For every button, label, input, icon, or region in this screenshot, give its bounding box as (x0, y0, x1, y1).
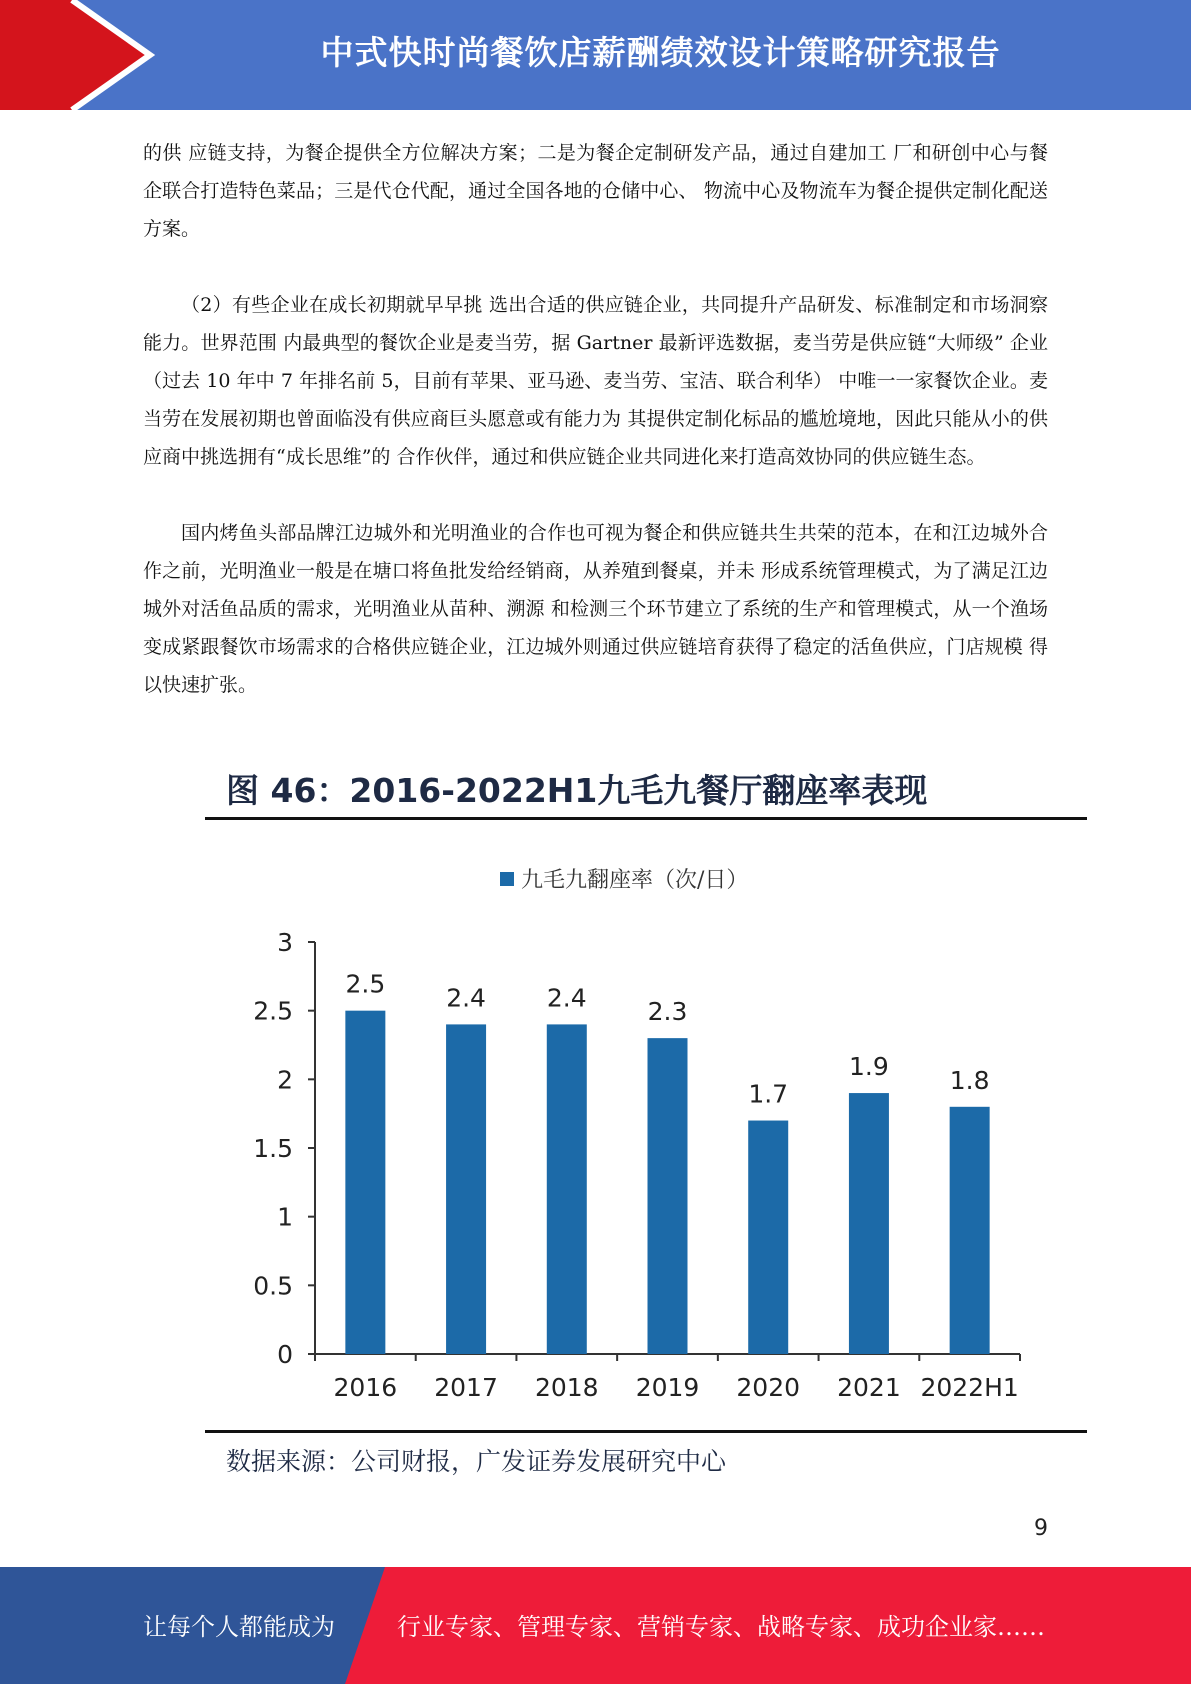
page-footer (0, 1567, 1191, 1684)
paragraph-1: 的供 应链支持，为餐企提供全方位解决方案；二是为餐企定制研发产品，通过自建加工 厂和研创中心与餐企联合打造特色菜品；三是代仓代配，通过全国各地的仓储中心、 物流中心及物流车为餐企提供定制化配送方案。 (143, 142, 1048, 240)
y-tick-label: 0.5 (253, 1271, 293, 1301)
x-tick-label-2020: 2020 (736, 1373, 801, 1402)
x-tick-label-2016: 2016 (333, 1373, 398, 1402)
y-tick-label: 2 (277, 1065, 293, 1095)
bar-2021 (849, 1093, 889, 1354)
y-tick-label: 2.5 (253, 996, 293, 1026)
footer-slogan-right: 行业专家、管理专家、营销专家、战略专家、成功企业家…… (397, 1613, 1045, 1641)
figure-title: 图 46：2016-2022H1九毛九餐厅翻座率表现 (226, 771, 928, 810)
x-tick-label-2022H1: 2022H1 (920, 1373, 1019, 1402)
figure-bottom-rule (205, 1430, 1087, 1433)
x-tick-label-2017: 2017 (434, 1373, 498, 1402)
footer-slogan-left: 让每个人都能成为 (143, 1613, 335, 1641)
bar-2017 (446, 1024, 486, 1354)
bar-2018 (547, 1024, 587, 1354)
data-label-2018: 2.4 (546, 983, 587, 1013)
legend-swatch (500, 872, 514, 886)
figure-source: 数据来源：公司财报，广发证券发展研究中心 (226, 1447, 727, 1476)
y-tick-label: 3 (277, 928, 293, 957)
page-number: 9 (1034, 1516, 1048, 1541)
data-label-2017: 2.4 (446, 983, 486, 1013)
bar-2019 (648, 1038, 688, 1354)
data-label-2020: 1.7 (748, 1079, 789, 1109)
data-label-2019: 2.3 (647, 997, 688, 1027)
x-tick-label-2019: 2019 (635, 1373, 700, 1402)
data-label-2021: 1.9 (849, 1052, 889, 1082)
report-title: 中式快时尚餐饮店薪酬绩效设计策略研究报告 (320, 33, 1001, 72)
paragraph-3: 国内烤鱼头部品牌江边城外和光明渔业的合作也可视为餐企和供应链共生共荣的范本，在和江边城外合作之前，光明渔业一般是在塘口将鱼批发给经销商，从养殖到餐桌，并未 形成系统管理模式，为了满足江边城外对活鱼品质的需求，光明渔业从苗种、溯源 和检测三个环节建立了系统的生产和管理模式，从一个渔场变成紧跟餐饮市场需求的合格供应链企业，江边城外则通过供应链培育获得了稳定的活鱼供应，门店规模 得以快速扩张。 (143, 522, 1048, 696)
y-tick-label: 1 (277, 1202, 293, 1232)
chart-legend (500, 868, 748, 893)
data-label-2016: 2.5 (345, 969, 386, 999)
chart-bars (345, 970, 989, 1354)
body-text (143, 134, 1048, 742)
figure-top-rule (205, 817, 1087, 820)
y-tick-label: 0 (277, 1340, 293, 1369)
bar-2020 (748, 1121, 788, 1354)
bar-2016 (345, 1011, 385, 1354)
paragraph-2: （2）有些企业在成长初期就早早挑 选出合适的供应链企业，共同提升产品研发、标准制定和市场洞察能力。世界范围 内最典型的餐饮企业是麦当劳，据 Gartner 最新评选数据，麦当劳是供应链“大师级” 企业（过去 10 年中 7 年排名前 5，目前有苹果、亚马逊、麦当劳、宝洁、联合利华） 中唯一一家餐饮企业。麦当劳在发展初期也曾面临没有供应商巨头愿意或有能力为 其提供定制化标品的尴尬境地，因此只能从小的供应商中挑选拥有“成长思维”的 合作伙伴，通过和供应链企业共同进化来打造高效协同的供应链生态。 (143, 294, 1048, 468)
y-tick-label: 1.5 (253, 1134, 293, 1163)
page-header (0, 0, 1191, 110)
x-tick-label-2021: 2021 (837, 1373, 901, 1402)
x-tick-label-2018: 2018 (534, 1373, 599, 1402)
bar-chart (205, 830, 1087, 1425)
data-label-2022H1: 1.8 (949, 1065, 990, 1095)
legend-label: 九毛九翻座率（次/日） (521, 868, 749, 893)
bar-2022H1 (950, 1107, 990, 1354)
